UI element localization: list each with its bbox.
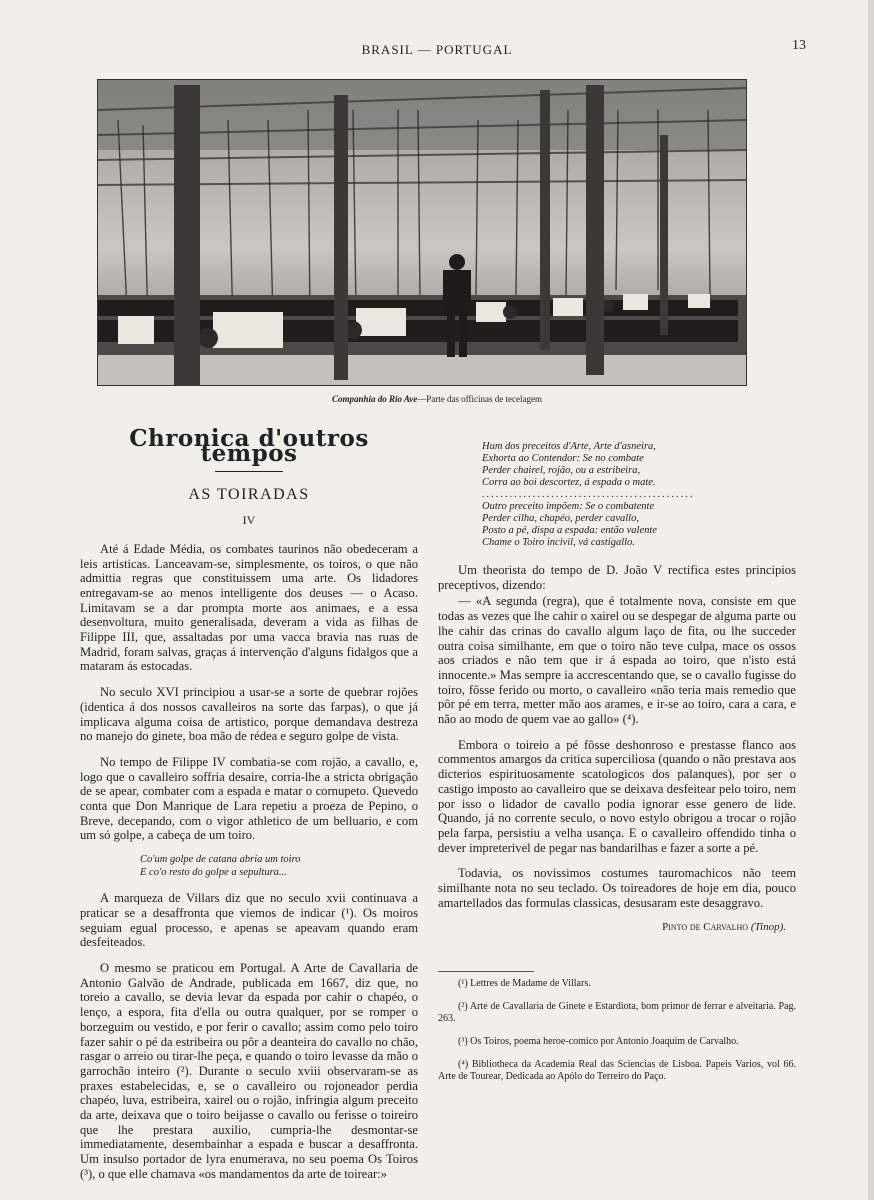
right-column — [438, 431, 796, 1094]
footnote-3: (³) Os Toiros, poema heroe-comico por Antonio Joaquim de Carvalho. — [458, 1036, 739, 1048]
paragraph-8: Embora o toireio a pé fôsse deshonroso e prestasse flanco aos commentos amargos da critica superciliosa (quando o não prestava aos dicterios espirituosamente scatologicos dos palanques), por ser o castigo imposto ao cavalleiro que se deixava desfeitear pelo toiro, nem por isso o lidador de cavallo podia ignorar esse genero de lide. Quando, já no corrente seculo, o novo estylo obrigou a trocar o rojão pela farpa, persistiu a velha usança. E o cavalleiro offendido tinha o dever impreterivel de pegar nas bandarilhas e fazer a sorte a pé. — [438, 737, 796, 855]
paragraph-3: No tempo de Filippe IV combatia-se com rojão, a cavallo, e, logo que o cavalleiro soffria desaire, corria-lhe a stricta obrigação de se apear, combater com a espada e matar o cornupeto. Quevedo conta que Don Manrique de Lara repetiu a proeza de Pepino, o Breve, decepando, com o vigor athletico de um belluario, e com um só golpe, a cabeça de um toiro. — [80, 754, 418, 843]
part-number: IV — [242, 513, 256, 528]
footnote-2: (²) Arte de Cavallaria de Ginete e Estardiota, bom primor de ferrar e alveitaria. Pag. 263. — [438, 1001, 796, 1025]
paragraph-5: O mesmo se praticou em Portugal. A Arte de Cavallaria de Antonio Galvão de Andrade, publicada em 1667, diz que, no toreio a cavallo, se devia levar da espada por cahir o chapéo, o lenço, a espora, fita d'ella ou outra qualquer, por se romper o borzeguim ou vestido, e por ferir o cavallo; assim como pelo toiro fazer sahir o pé da estribeira ou pôr a deanteira do cavallo no chão, rasgar o arreio ou tirar-lhe peça, e quando o toiro levasse da mão o garrochão inteiro (²). Durante o seculo xviii observaram-se as praxes estabelecidas, e, se o cavalleiro ou rojoneador perdia chapéo, luva, estribeira, xairel ou o rojão, infringia algum preceito da arte, deixava que o toiro beijasse o cavallo ou ferisse o toireiro que lhe prestara auxilio, cumpria-lhe desmontar-se immediatamente, desembainhar a espada e buscar a desaffronta. Um insulso portador de lyra enumerava, no seu poema Os Toiros (³), o que elle chamava «os mandamentos da arte de toirear:» — [80, 960, 418, 1181]
verse-line: Co'um golpe de catana abria um toiro — [140, 854, 301, 866]
page-number: 13 — [792, 38, 806, 53]
verse-quevedo — [140, 854, 418, 879]
verse-line: Exhorta ao Contendor: Se no combate — [482, 453, 644, 464]
left-column — [80, 425, 418, 1193]
title-rule — [215, 471, 283, 472]
footnote-rule — [438, 971, 534, 972]
verse-line: E co'o resto do golpe a sepultura... — [140, 866, 287, 878]
weaving-hall-photo — [97, 79, 747, 386]
paragraph-7: — «A segunda (regra), que é totalmente nova, consiste em que todas as vezes que lhe cahir o xairel ou se despegar de alguma parte ou lhe cahir das crinas do cavallo algum laço de fita, ou lhe succeder outra coisa similhante, em que o toiro não teve culpa, mace os ossos aos criados e não tem que ir á espada ao toiro, que n'isto está innocente.» Mas sempre ia accrescentando que, se o cavallo fugisse do toiro, fôsse ferido ou morto, o cavalleiro «não teria mais remedio que pôr pé em terra, metter mão aos arames, e ir-se ao toiro, cara a cara, e não ao modo de quem vae ao gallo» (⁴). — [438, 594, 796, 727]
paragraph-1: Até á Edade Média, os combates taurinos não obedeceram a leis artisticas. Lanceavam-se, simplesmente, os toiros, o que não admittia regras que constituissem uma arte. Os lidadores entregavam-se ao menos intelligente dos deuses — o Acaso. Limitavam se a dar prompta morte aos animaes, e a essa desenvoltura, muito generalisada, deveram a vida as filhas de Filippe III, que, assaltadas por uma vacca bravia nas ruas de Madrid, foram salvas, graças á intervenção d'alguns fidalgos que a mataram ás estocadas. — [80, 541, 418, 674]
article-title: Chronica d'outros tempos — [129, 425, 369, 467]
verse-line: Perder cilha, chapéo, perder cavallo, — [482, 513, 639, 524]
verse-line: Hum dos preceitos d'Arte, Arte d'asneira, — [482, 441, 656, 452]
verse-ellipsis: .............................................. — [482, 489, 695, 500]
signature-pseudonym: (Tinop). — [750, 921, 786, 934]
paragraph-9: Todavia, os novissimos costumes tauromachicos não teem similhante nota no seu teclado. Os toireadores de hoje em dia, pouco amartellados das formulas classicas, desusaram este desaggravo. — [438, 866, 796, 910]
paragraph-4: A marqueza de Villars diz que no seculo xvii continuava a praticar se a desaffronta que viemos de indicar (¹). Os moiros seguiam egual processo, e apenas se apeavam quando eram desfeiteados. — [80, 891, 418, 950]
article-subtitle: AS TOIRADAS — [188, 486, 310, 504]
verse-os-toiros — [482, 441, 796, 549]
verse-line: Perder chairel, rojão, ou a estribeira, — [482, 465, 641, 476]
verse-line: Chame o Toiro incivil, vá castigallo. — [482, 537, 635, 548]
photo-caption — [0, 394, 874, 404]
footnote-4: (⁴) Bibliotheca da Academia Real das Sciencias de Lisboa. Papeis Varios, vol 66. Arte de Tourear, Dedicada ao Apólo do Terreiro do Paço. — [438, 1059, 796, 1083]
paragraph-2: No seculo XVI principiou a usar-se a sorte de quebrar rojões (identica á dos nossos cavalleiros na sorte das farpas), o que já implicava alguma coisa de artistico, porque demandava destreza no manejo do ginete, boa mão de rédea e seguro golpe de vista. — [80, 685, 418, 744]
page-edge — [868, 0, 874, 1200]
verse-line: Posto a pé, dispa a espada: então valente — [482, 525, 657, 536]
paragraph-6: Um theorista do tempo de D. João V rectifica estes principios preceptivos, dizendo: — [438, 563, 796, 592]
signature-name: Pinto de Carvalho — [662, 921, 749, 934]
caption-company: Companhia do Rio Ave — [331, 394, 418, 404]
signature — [438, 920, 786, 935]
caption-text: —Parte das officinas de tecelagem — [417, 394, 543, 404]
verse-line: Corra ao boi descortez, á espada o mate. — [482, 477, 656, 488]
verse-line: Outro preceito impõem: Se o combatente — [482, 501, 655, 512]
running-title: BRASIL — PORTUGAL — [361, 42, 513, 57]
factory-illustration — [98, 80, 746, 385]
footnote-1: (¹) Lettres de Madame de Villars. — [458, 978, 591, 990]
